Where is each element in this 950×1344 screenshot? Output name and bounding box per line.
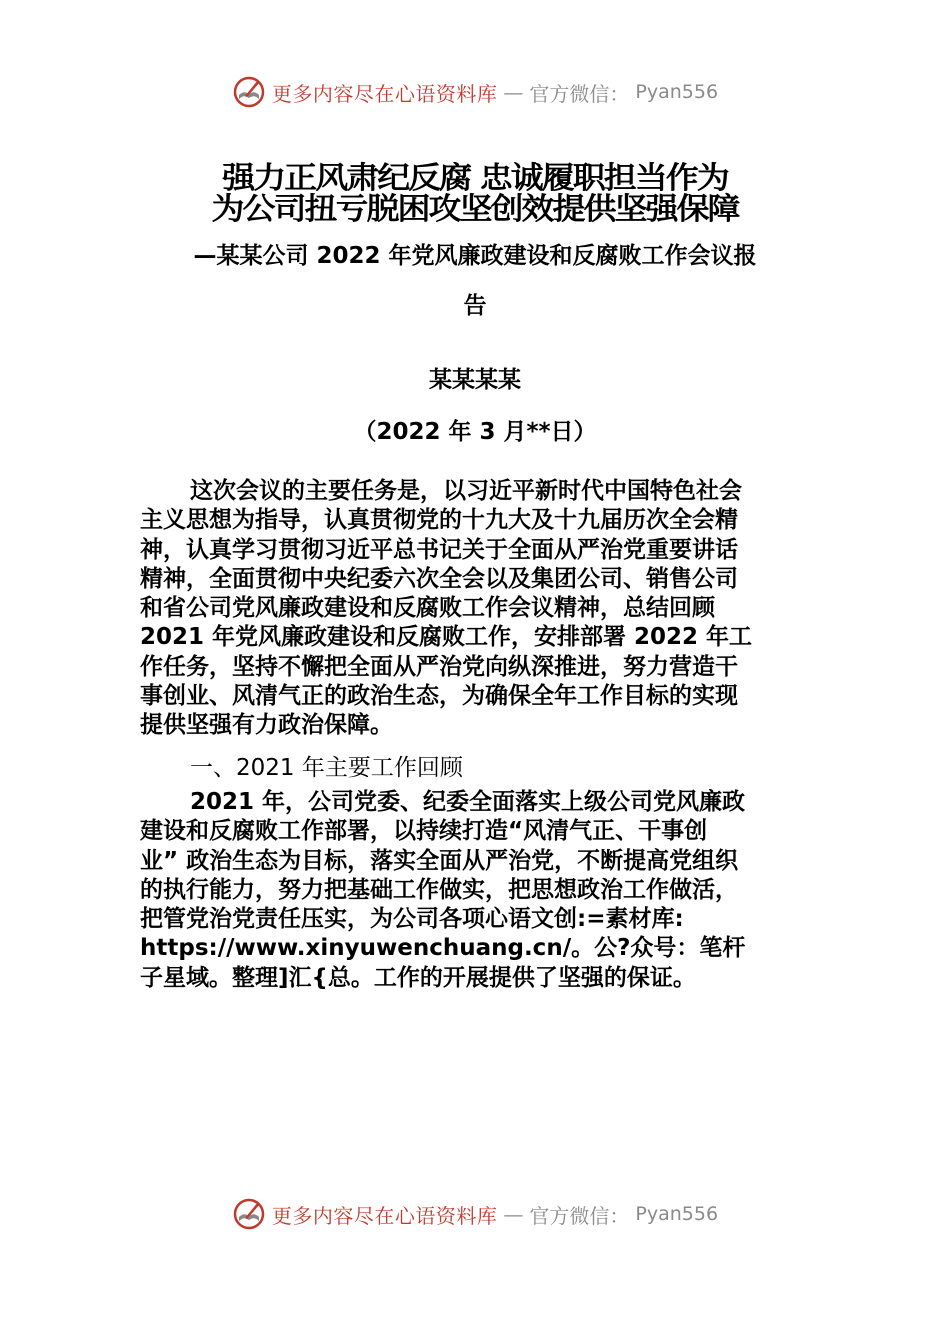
paragraph-1-line: 和省公司党风廉政建设和反腐败工作会议精神，总结回顾 bbox=[140, 595, 715, 622]
document-subtitle-line-1: —某某公司 2022 年党风廉政建设和反腐败工作会议报 bbox=[193, 243, 757, 269]
footer-banner-content bbox=[232, 1197, 718, 1231]
paragraph-1-line: 作任务，坚持不懈把全面从严治党向纵深推进，努力营造干 bbox=[140, 653, 738, 680]
paragraph-1-line: 主义思想为指导，认真贯彻党的十九大及十九届历次全会精 bbox=[140, 507, 738, 534]
banner-contact-label: 官方微信： bbox=[529, 81, 630, 106]
paragraph-1-line: 精神，全面贯彻中央纪委六次全会以及集团公司、销售公司 bbox=[140, 565, 738, 592]
paragraph-1-line: 事创业、风清气正的政治生态，为确保全年工作目标的实现 bbox=[140, 683, 738, 710]
paragraph-2-line: https://www.xinyuwenchuang.cn/。公?众号：笔杆 bbox=[140, 935, 746, 962]
paragraph-1-line: 这次会议的主要任务是，以习近平新时代中国特色社会 bbox=[190, 478, 742, 504]
document-date: （2022 年 3 月**日） bbox=[353, 419, 597, 445]
paragraph-2-line: 2021 年，公司党委、纪委全面落实上级公司党风廉政 bbox=[190, 789, 746, 815]
book-quill-logo-icon bbox=[232, 75, 266, 109]
banner-dash: — bbox=[503, 1202, 524, 1226]
banner-contact-label: 官方微信： bbox=[529, 1203, 630, 1228]
banner-contact-id: Pyan556 bbox=[635, 81, 719, 103]
paragraph-2-line: 把管党治党责任压实，为公司各项心语文创:=素材库: bbox=[140, 906, 684, 933]
document-subtitle-line-2: 告 bbox=[463, 293, 487, 319]
banner-dash: — bbox=[503, 80, 524, 104]
footer-banner bbox=[0, 1194, 950, 1234]
paragraph-2-line: 的执行能力，努力把基础工作做实，把思想政治工作做活， bbox=[140, 876, 738, 903]
header-banner bbox=[0, 72, 950, 112]
paragraph-1-line: 神，认真学习贯彻习近平总书记关于全面从严治党重要讲话 bbox=[140, 536, 738, 563]
paragraph-1 bbox=[140, 477, 830, 741]
paragraph-2-line: 建设和反腐败工作部署，以持续打造“风清气正、干事创 bbox=[140, 818, 708, 845]
header-banner-content bbox=[232, 75, 718, 109]
book-quill-logo-icon bbox=[232, 1197, 266, 1231]
document-author: 某某某某 bbox=[429, 367, 521, 393]
paragraph-2 bbox=[140, 788, 830, 993]
section-1-heading: 一、2021 年主要工作回顾 bbox=[190, 755, 463, 781]
paragraph-1-line: 提供坚强有力政治保障。 bbox=[140, 712, 393, 739]
paragraph-2-line: 业” 政治生态为目标，落实全面从严治党，不断提高党组织 bbox=[140, 847, 739, 874]
document-title-line-2: 为公司扭亏脱困攻坚创效提供坚强保障 bbox=[211, 190, 739, 227]
paragraph-2-line: 子星域。整理]汇{总。工作的开展提供了坚强的保证。 bbox=[140, 964, 696, 991]
banner-slogan: 更多内容尽在心语资料库 bbox=[271, 81, 498, 106]
document-title-line-1: 强力正风肃纪反腐 忠诚履职担当作为 bbox=[222, 159, 728, 196]
banner-slogan: 更多内容尽在心语资料库 bbox=[271, 1203, 498, 1228]
paragraph-1-line: 2021 年党风廉政建设和反腐败工作，安排部署 2022 年工 bbox=[140, 624, 753, 651]
banner-contact-id: Pyan556 bbox=[635, 1203, 719, 1225]
